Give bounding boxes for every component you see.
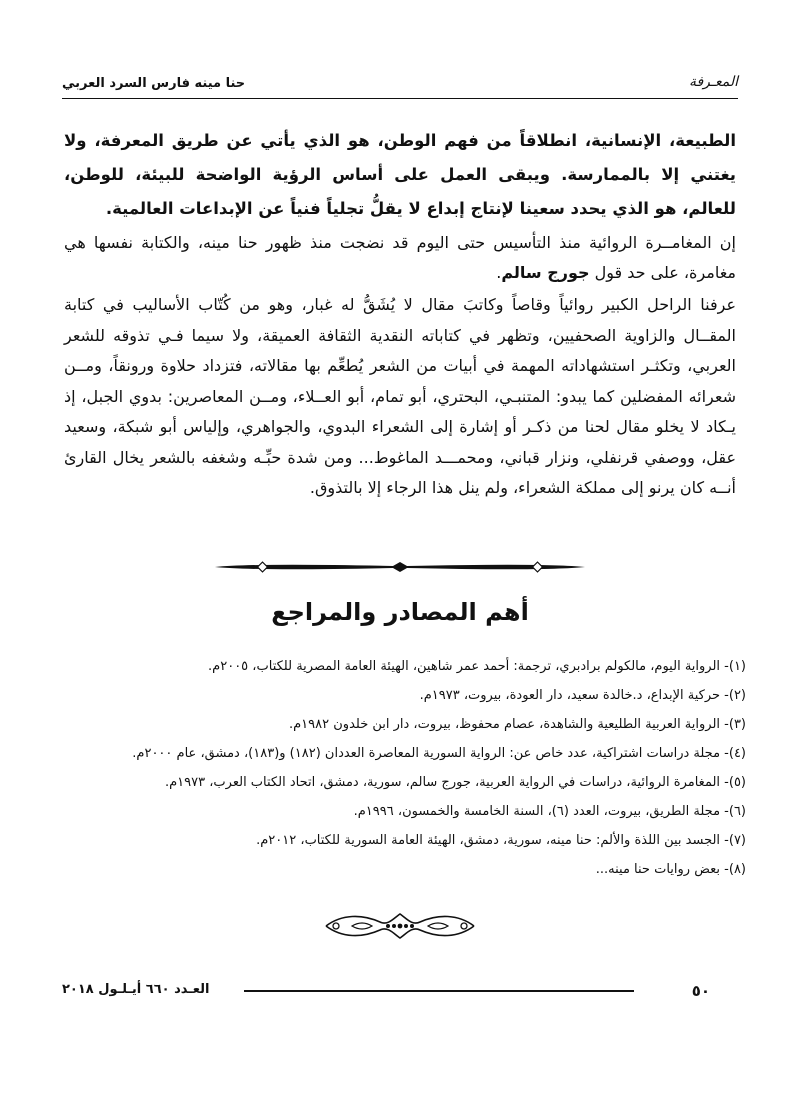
sources-heading: أهم المصادر والمراجع [271,598,529,626]
paragraph-1 [64,228,736,288]
bold-paragraph: الطبيعة، الإنسانية، انطلاقاً من فهم الوطن، هو الذي يأتي عن طريق المعرفة، ولا يغتني إلا بالممارسة. ويبقى العمل على أساس الرؤية الواضحة للبيئة، للوطن، للعالم، هو الذي يحدد سعينا لإنتاج إبداع لا يقلُّ تجلياً فنياً عن الإبداعات العالمية. [64,131,736,218]
source-item: (١)- الرواية اليوم، مالكولم برادبري، ترجمة: أحمد عمر شاهين، الهيئة العامة المصرية للكتاب، ٢٠٠٥م. [208,659,746,674]
paragraph-2: عرفنا الراحل الكبير روائياً وقاصاً وكاتبَ مقال لا يُشَقُّ له غبار، وهو من كُتّاب الأساليب في كتابة المقــال والزاوية الصحفيين، وتظهر في كتاباته النقدية الثقافة العميقة، ولا سيما فـي تذوقه للشعر العربي، وتكثـر استشهاداته المهمة في أبيات من الشعر يُطعِّم بها مقالاته، فتزداد حلاوة ورونقاً، ومــن شعرائه المفضلين كما يبدو: المتنبـي، البحتري، أبو تمام، أبو العــلاء، ومــن المعاصرين: بدوي الجبل، إذ يـكاد لا يخلو مقال لحنا من ذكـر أو إشارة إلى الشعراء البدوي، والجواهري، وإلياس أبو شبكة، وسعيد عقل، ووصفي قرنفلي، ونزار قباني، ومحمـــد الماغوط... ومن شدة حبِّـه وشغفه بالشعر يخال القارئ أنــه كان يرنو إلى مملكة الشعراء، ولم ينل هذا الرجاء إلا بالتذوق. [64,295,736,497]
source-item: (٣)- الرواية العربية الطليعية والشاهدة، عصام محفوظ، بيروت، دار ابن خلدون ١٩٨٢م. [288,717,746,732]
magazine-logo: المعـرفة [688,74,738,90]
source-item: (٢)- حركية الإبداع، د.خالدة سعيد، دار العودة، بيروت، ١٩٧٣م. [419,688,746,703]
header-rule [62,98,738,99]
source-item: (٥)- المغامرة الروائية، دراسات في الرواية العربية، جورج سالم، سورية، دمشق، اتحاد الكتاب العرب، ١٩٧٣م. [164,775,746,790]
source-item: (٧)- الجسد بين اللذة والألم: حنا مينه، سورية، دمشق، الهيئة العامة السورية للكتاب، ٢٠١٢م. [256,833,746,848]
paragraph-1-text: إن المغامــرة الروائية منذ التأسيس حتى اليوم قد نضجت منذ ظهور حنا مينه، والكتابة نفسها هي مغامرة، على حد قول [64,233,736,282]
paragraph-1-end: . [496,263,502,282]
source-item: (٨)- بعض روايات حنا مينه... [595,862,746,877]
page-number: ٥٠ [691,982,710,1000]
issue-info: العـدد ٦٦٠ أيـلـول ٢٠١٨ [62,982,210,997]
running-title: حنا مينه فارس السرد العربي [62,76,246,91]
page-header [62,72,738,100]
footer-rule [244,990,634,992]
source-item: (٤)- مجلة دراسات اشتراكية، عدد خاص عن: الرواية السورية المعاصرة العددان (١٨٢) و(١٨٣)، دمشق، عام ٢٠٠٠م. [132,746,746,761]
end-ornament [322,906,478,946]
divider-ornament [215,560,585,574]
source-item: (٦)- مجلة الطريق، بيروت، العدد (٦)، السنة الخامسة والخمسون، ١٩٩٦م. [353,804,746,819]
sources-list [66,652,746,884]
paragraph-1-name: جورج سالم [501,263,590,282]
